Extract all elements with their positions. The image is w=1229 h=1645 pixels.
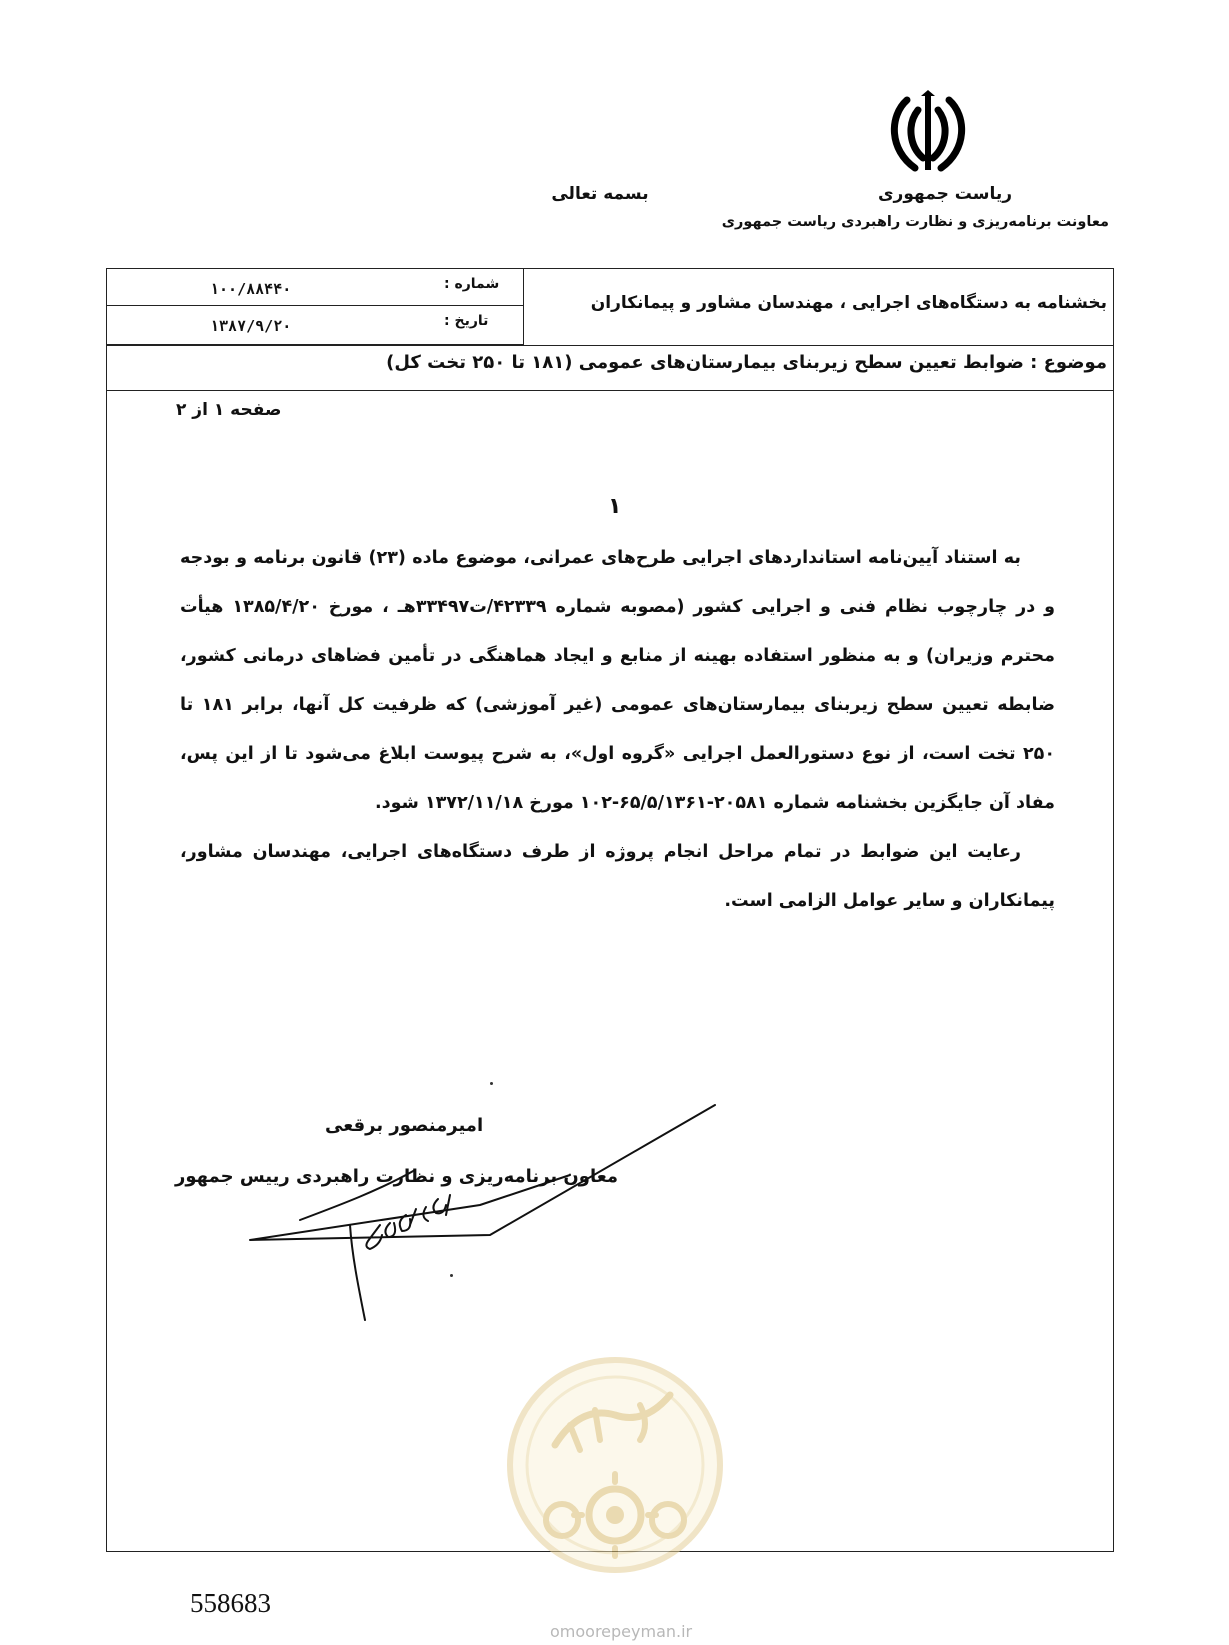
date-label: تاریخ :: [444, 313, 489, 329]
handwritten-signature: [240, 1095, 720, 1335]
amoor-peyman-stamp-icon: [500, 1350, 730, 1580]
signatory-name: امیرمنصور برقعی: [325, 1115, 484, 1136]
department-name: معاونت برنامه‌ریزی و نظارت راهبردی ریاست جمهوری: [721, 214, 1109, 230]
iran-emblem-icon: [885, 88, 971, 178]
subject-line: موضوع : ضوابط تعیین سطح زیربنای بیمارستان‌های عمومی (۱۸۱ تا ۲۵۰ تخت کل): [386, 352, 1107, 373]
letter-body: [180, 534, 1055, 926]
reference-divider: [106, 305, 524, 306]
date-value: ۱۳۸۷/۹/۲۰: [210, 317, 292, 335]
watermark-url: omoorepeyman.ir: [550, 1622, 693, 1641]
body-paragraph: رعایت این ضوابط در تمام مراحل انجام پروژه از طرف دستگاه‌های اجرایی، مهندسان مشاور، پیمانکاران و سایر عوامل الزامی است.: [180, 842, 1055, 911]
body-paragraph: به استناد آیین‌نامه استانداردهای اجرایی طرح‌های عمرانی، موضوع ماده (۲۳) قانون برنامه و بودجه و در چارچوب نظام فنی و اجرایی کشور (مصوبه شماره ۴۲۳۳۹/ت۳۳۴۹۷هـ ، مورخ ۱۳۸۵/۴/۲۰ هیأت محترم وزیران) و به منظور استفاده بهینه از منابع و ایجاد هماهنگی در تأمین فضاهای درمانی کشور، ضابطه تعیین سطح زیربنای بیمارستان‌های عمومی (غیر آموزشی) که ظرفیت کل آنها، برابر ۱۸۱ تا ۲۵۰ تخت است، از نوع دستورالعمل اجرایی «گروه اول»، به شرح پیوست ابلاغ می‌شود تا از این پس، مفاد آن جایگزین بخشنامه شماره ۲۰۵۸۱-۶۵/۵/۱۳۶۱-۱۰۲ مورخ ۱۳۷۲/۱۱/۱۸ شود.: [180, 548, 1055, 813]
scan-speck: [490, 1082, 493, 1085]
organization-name: ریاست جمهوری: [877, 184, 1013, 204]
basmala-heading: بسمه تعالی: [551, 184, 649, 204]
recipients-line: بخشنامه به دستگاه‌های اجرایی ، مهندسان مشاور و پیمانکاران: [590, 293, 1107, 313]
signatory-title: معاون برنامه‌ریزی و نظارت راهبردی رییس جمهور: [175, 1166, 619, 1187]
number-value: ۱۰۰/۸۸۴۴۰: [210, 280, 292, 298]
document-code: 558683: [190, 1588, 271, 1618]
page-indicator: صفحه ۱ از ۲: [176, 400, 282, 420]
subject-divider-bottom: [106, 390, 1114, 391]
subject-divider-top: [106, 345, 1114, 346]
number-label: شماره :: [444, 276, 500, 292]
section-number: ۱: [608, 494, 622, 519]
